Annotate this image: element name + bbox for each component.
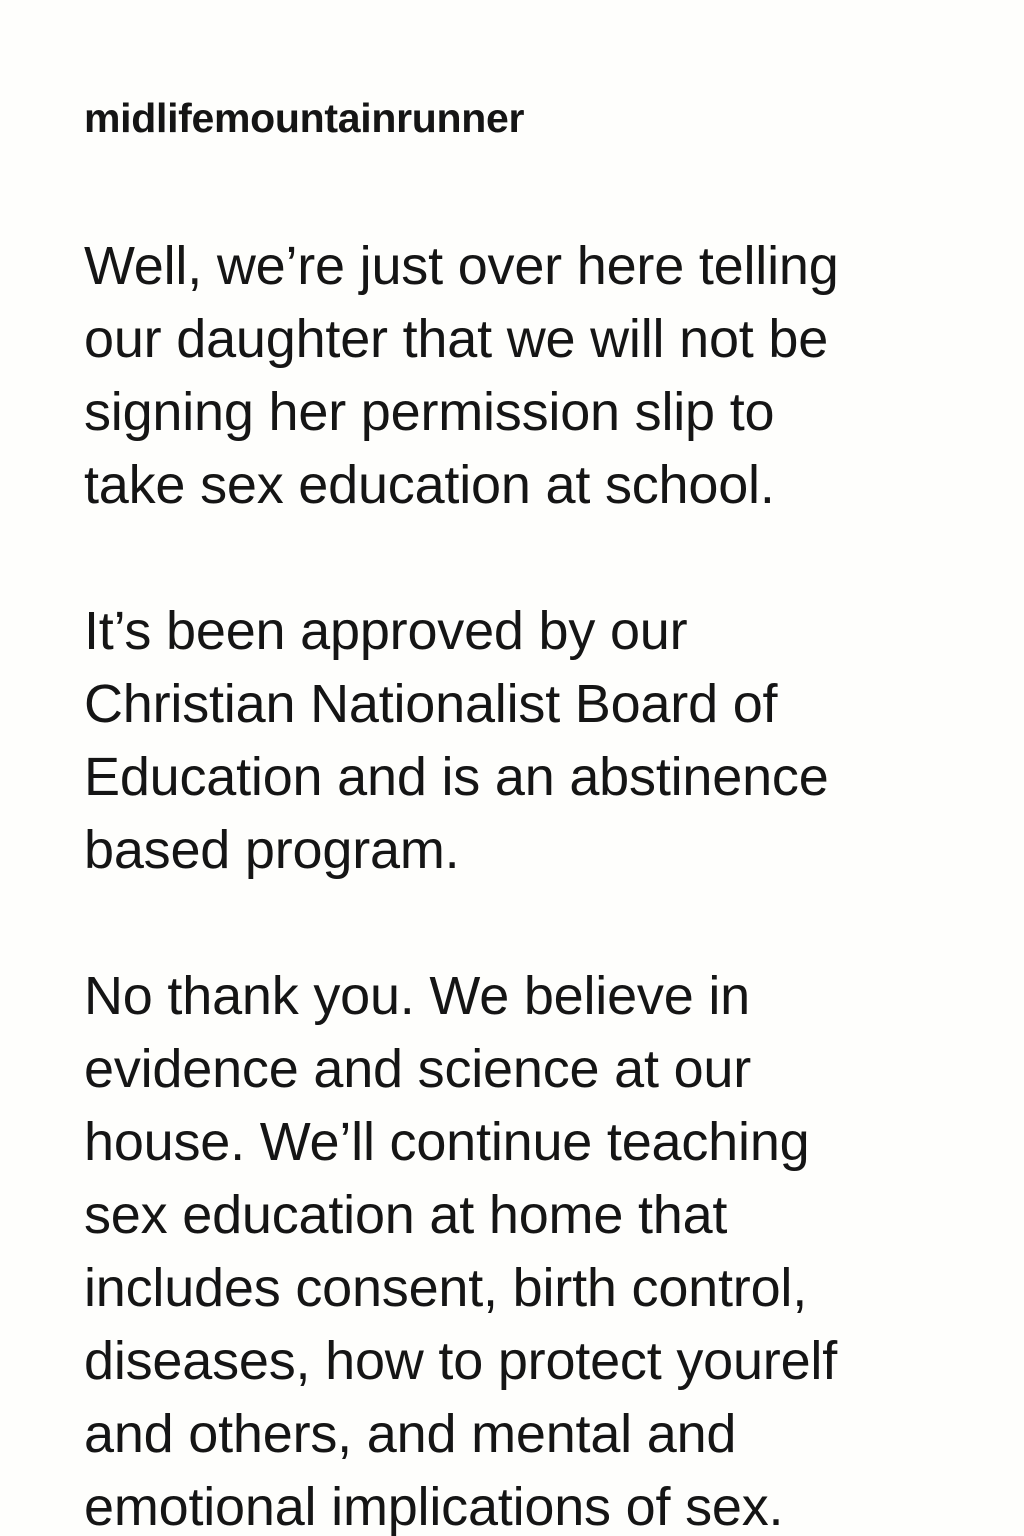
post-text-line: take sex education at school. bbox=[84, 455, 775, 515]
post-text-line: emotional implications of sex. bbox=[84, 1477, 784, 1536]
post-text-line: Christian Nationalist Board of bbox=[84, 674, 778, 734]
post-text-line: sex education at home that bbox=[84, 1185, 728, 1245]
post-text-line: Well, we’re just over here telling bbox=[84, 236, 839, 296]
post-paragraph-2 bbox=[84, 595, 984, 887]
post-text-line: based program. bbox=[84, 820, 460, 880]
post-text-line: includes consent, birth control, bbox=[84, 1258, 807, 1318]
post-text-line: evidence and science at our bbox=[84, 1039, 752, 1099]
post-username[interactable]: midlifemountainrunner bbox=[84, 95, 525, 141]
post-paragraph-3 bbox=[84, 960, 984, 1536]
post-text-line: diseases, how to protect yourelf bbox=[84, 1331, 838, 1391]
post-text-line: and others, and mental and bbox=[84, 1404, 737, 1464]
post-text-line: signing her permission slip to bbox=[84, 382, 775, 442]
post-text-line: our daughter that we will not be bbox=[84, 309, 829, 369]
post-text-line: No thank you. We believe in bbox=[84, 966, 750, 1026]
post-text-line: It’s been approved by our bbox=[84, 601, 688, 661]
post-text-line: house. We’ll continue teaching bbox=[84, 1112, 810, 1172]
post-paragraph-1 bbox=[84, 230, 984, 522]
post-text-line: Education and is an abstinence bbox=[84, 747, 829, 807]
